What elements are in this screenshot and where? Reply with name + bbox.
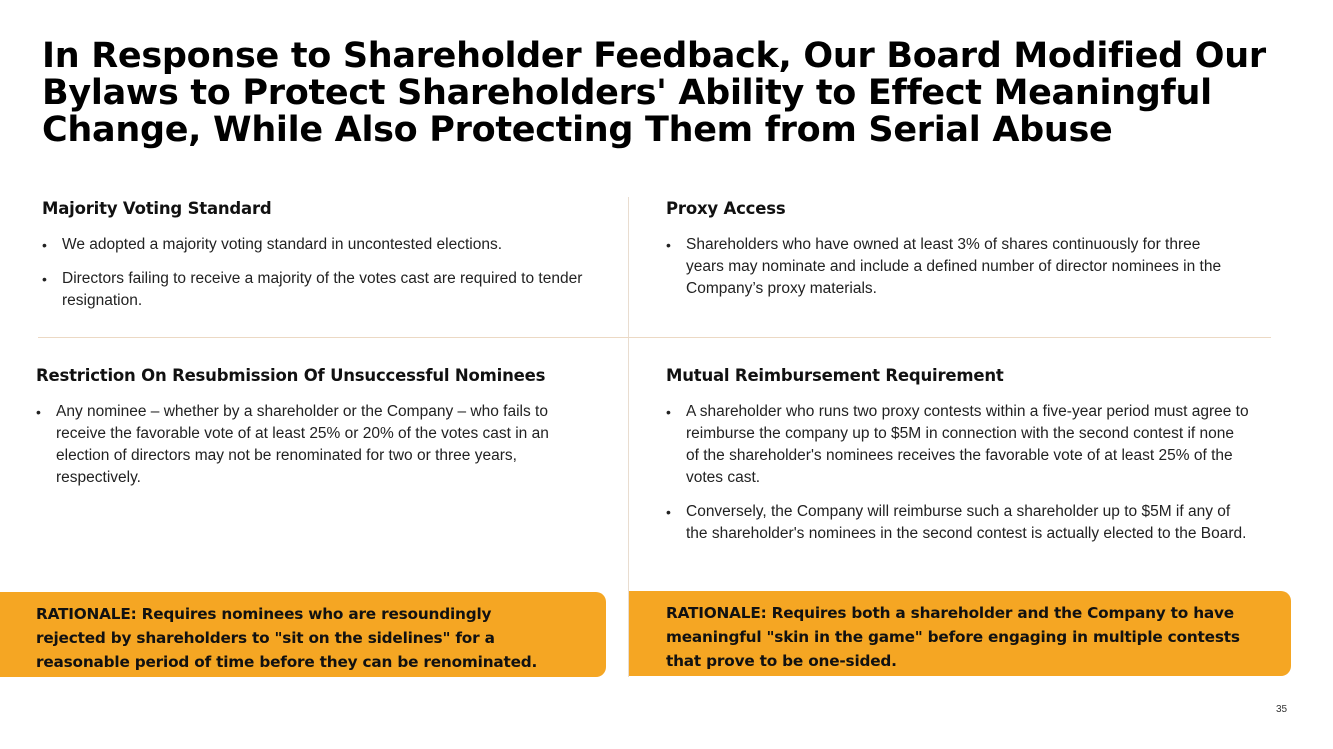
bullet-text: Any nominee – whether by a shareholder or the Company – who fails to receive the favorable vote of at least 25% or 20% of the votes cast in an election of directors may not be renominated for two or three years, respectively.	[56, 403, 549, 486]
rationale-box-right	[629, 591, 1291, 676]
bullet-text: Conversely, the Company will reimburse such a shareholder up to $5M if any of the shareholder's nominees in the second contest is actually elected to the Board.	[686, 503, 1247, 542]
rationale-text: RATIONALE: Requires nominees who are resoundingly rejected by shareholders to "sit on the sidelines" for a reasonable period of time before they can be renominated.	[36, 605, 538, 671]
bullet-icon: •	[666, 237, 671, 253]
rationale-text: RATIONALE: Requires both a shareholder and the Company to have meaningful "skin in the game" before engaging in multiple contests that prove to be one-sided.	[666, 604, 1240, 670]
list-item	[666, 234, 1231, 300]
bullet-icon: •	[42, 237, 47, 253]
bullet-text: Shareholders who have owned at least 3% of shares continuously for three years may nominate and include a defined number of director nominees in the Company’s proxy materials.	[686, 236, 1222, 297]
list-item	[42, 234, 602, 256]
bullet-list	[36, 401, 596, 489]
section-proxy-access	[666, 199, 1231, 312]
section-heading: Majority Voting Standard	[42, 199, 272, 218]
page-number: 35	[1276, 704, 1288, 715]
bullet-icon: •	[666, 404, 671, 420]
horizontal-divider	[38, 337, 1271, 338]
bullet-icon: •	[666, 504, 671, 520]
section-heading: Mutual Reimbursement Requirement	[666, 366, 1004, 385]
bullet-text: A shareholder who runs two proxy contests within a five-year period must agree to reimburse the company up to $5M in connection with the second contest if none of the shareholder's nominees receives the favorable vote of at least 25% of the votes cast.	[686, 403, 1249, 486]
bullet-text: Directors failing to receive a majority of the votes cast are required to tender resignation.	[62, 270, 583, 309]
section-heading: Restriction On Resubmission Of Unsuccessful Nominees	[36, 366, 546, 385]
list-item	[666, 501, 1251, 545]
bullet-icon: •	[36, 404, 41, 420]
list-item	[666, 401, 1251, 489]
rationale-box-left	[0, 592, 606, 677]
section-heading: Proxy Access	[666, 199, 786, 218]
bullet-list	[666, 401, 1251, 545]
bullet-list	[42, 234, 602, 312]
section-restriction-resubmission	[36, 366, 596, 501]
bullet-list	[666, 234, 1231, 300]
section-mutual-reimbursement	[666, 366, 1251, 557]
bullet-text: We adopted a majority voting standard in uncontested elections.	[62, 236, 503, 253]
section-majority-voting	[42, 199, 602, 324]
list-item	[42, 268, 602, 312]
slide-title: In Response to Shareholder Feedback, Our Board Modified Our Bylaws to Protect Shareholders' Ability to Effect Meaningful Change, While Also Protecting Them from Serial Abuse	[42, 36, 1266, 150]
list-item	[36, 401, 596, 489]
bullet-icon: •	[42, 271, 47, 287]
